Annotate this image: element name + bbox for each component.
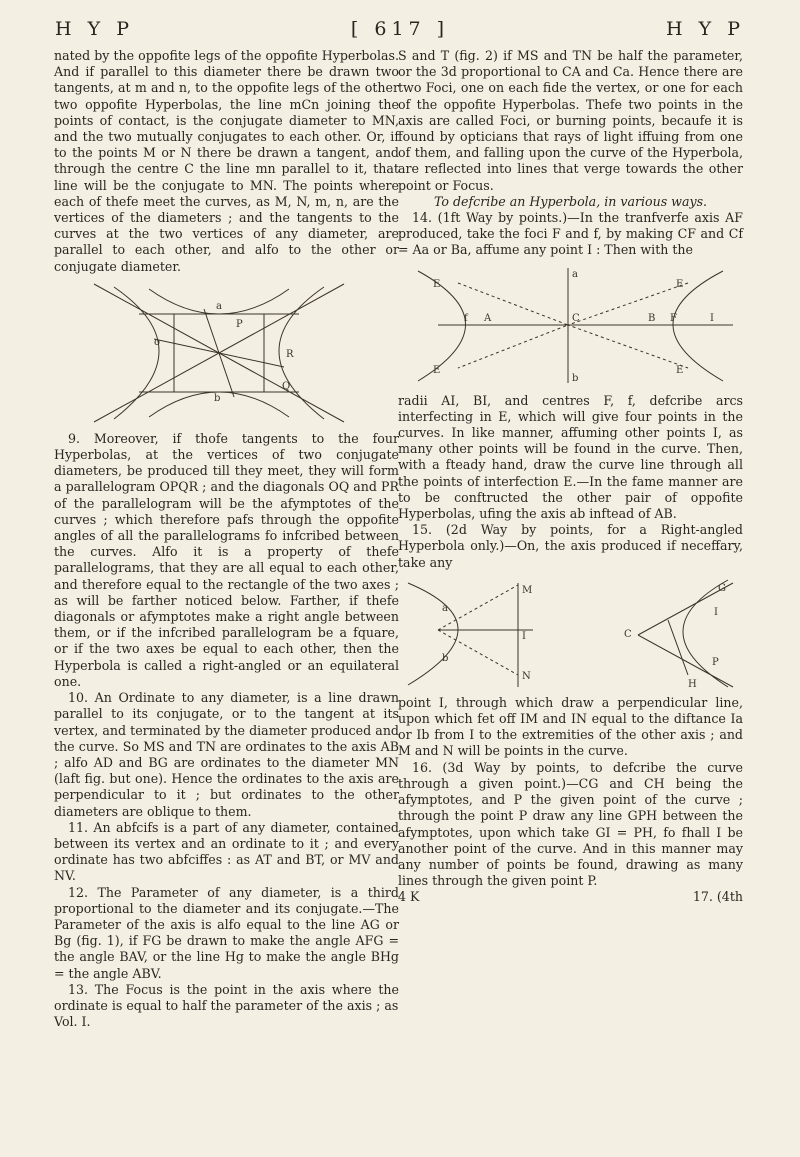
- paragraph-14: 14. (1ft Way by points.)—In the tranfverfe axis AF produced, take the foci F and f, by making CF and Cf = Aa or Ba, affume any point I : Then with the: [398, 210, 743, 258]
- fig2-label-c: C: [572, 312, 580, 324]
- fig2-label-f1: f: [464, 312, 468, 324]
- fig3-label-m: M: [522, 584, 533, 596]
- fig1-label-b: b: [214, 392, 221, 404]
- running-header: [55, 14, 745, 44]
- fig2-label-i: I: [710, 312, 714, 324]
- fig3-label-n: N: [522, 670, 531, 682]
- right-footer: [398, 889, 743, 905]
- paragraph-11: 11. An abfcifs is a part of any diameter, contained between its vertex and an ordinate to it ; and every ordinate has two abfciffes : as AT and BT, or MV and NV.: [54, 819, 399, 884]
- paragraph-15: 15. (2d Way by points, for a Right-angled Hyperbola only.)—On, the axis produced if neceffary, take any: [398, 522, 743, 570]
- fig3-label-a: a: [442, 602, 448, 614]
- figure-conjugate-hyperbolas: [54, 279, 399, 427]
- fig1-label-p: P: [236, 318, 243, 330]
- paragraph-14-cont: radii AI, BI, and centres F, f, defcribe arcs interfecting in E, which will give four points in the curves. In like manner, affuming other points I, as many other points will be found in the curve. Then, with a fteady hand, draw the curve line through all the points of interfection E.—In the fame manner are to be conftructed the other pair of oppofite Hyperbolas, ufing the axis ab inftead of AB.: [398, 392, 743, 522]
- paragraph-16: 16. (3d Way by points, to defcribe the curve through a given point.)—CG and CH being the afymptotes, and P the given point of the curve ; through the point P draw any line GPH between the afymptotes, upon which take GI = PH, fo fhall I be another point of the curve. And in this manner may any number of points be found, drawing as many lines through the given point P.: [398, 759, 743, 889]
- left-footer: [54, 1014, 399, 1030]
- fig1-label-r: R: [286, 348, 294, 360]
- left-column: [54, 48, 399, 1030]
- fig2-label-b2: b: [572, 372, 579, 384]
- signature-mark: 4 K: [398, 889, 420, 905]
- paragraph-8-end: nated by the oppofite legs of the oppofite Hyperbolas. And if parallel to this diameter there be drawn two tangents, at m and n, to the oppofite legs of the other two oppofite Hyperbolas, the line mCn joining the points of contact, is the conjugate diameter to MN, and the two mutually conjugates to each other. Or, if to the points M or N there be drawn a tangent, and through the centre C the line mn parallel to it, that line will be the conjugate to MN. The points where each of thefe meet the curves, as M, N, m, n, are the vertices of the diameters ; and the tangents to the curves at the two vertices of any diameter, are parallel to each other, and alfo to the other or conjugate diameter.: [54, 48, 399, 274]
- figure-right-angled-hyperbola: [398, 575, 743, 691]
- volume-mark: Vol. I.: [54, 1014, 91, 1030]
- section-heading: To defcribe an Hyperbola, in various ways.: [433, 193, 708, 209]
- fig3-label-p: P: [712, 656, 719, 668]
- right-column: [398, 48, 743, 906]
- fig3-label-h: H: [688, 678, 697, 690]
- fig1-label-q: Q: [282, 380, 291, 392]
- fig1-label-a: a: [216, 300, 222, 312]
- fig3-label-b: b: [442, 652, 449, 664]
- fig2-label-a2: a: [572, 268, 578, 280]
- fig1-label-o: o: [154, 336, 161, 348]
- fig2-label-e3: E: [433, 364, 441, 376]
- fig3-label-c: C: [624, 628, 632, 640]
- paragraph-12: 12. The Parameter of any diameter, is a third proportional to the diameter and its conjugate.—The Parameter of the axis is alfo equal to the line AG or Bg (fig. 1), if FG be drawn to make the angle AFG = the angle BAV, or the line Hg to make the angle BHg = the angle ABV.: [54, 884, 399, 981]
- paragraph-10: 10. An Ordinate to any diameter, is a line drawn parallel to its conjugate, or to the tangent at its vertex, and terminated by the diameter produced and the curve. So MS and TN are ordinates to the axis AB ; alfo AD and BG are ordinates to the diameter MN (laft fig. but one). Hence the ordinates to the axis are perpendicular to it ; but ordinates to the other diameters are oblique to them.: [54, 690, 399, 819]
- fig3-label-l: I: [714, 606, 718, 618]
- fig2-label-e1: E: [433, 278, 441, 290]
- header-left: H Y P: [55, 18, 134, 40]
- paragraph-15-cont: point I, through which draw a perpendicular line, upon which fet off IM and IN equal to the diftance Ia or Ib from I to the extremities of the other axis ; and M and N will be points in the curve.: [398, 694, 743, 759]
- header-right: H Y P: [666, 18, 745, 40]
- page-number: [ 617 ]: [350, 18, 450, 40]
- fig2-label-b: B: [648, 312, 656, 324]
- paragraph-13: 13. The Focus is the point in the axis where the ordinate is equal to half the parameter of the axis ; as: [54, 981, 399, 1013]
- fig3-label-i: I: [522, 630, 526, 642]
- catchword: 17. (4th: [692, 889, 743, 905]
- paragraph-13-cont: S and T (fig. 2) if MS and TN be half the parameter, or the 3d proportional to CA and Ca. Hence there are two Foci, one on each fide the vertex, or one for each of the oppofite Hyperbolas. Thefe two points in the axis are called Foci, or burning points, becaufe it is found by opticians that rays of light iffuing from one of them, and falling upon the curve of the Hyperbola, are reflected into lines that verge towards the other point or Focus.: [398, 48, 743, 193]
- fig2-label-e2: E: [676, 278, 684, 290]
- fig2-label-e4: E: [676, 364, 684, 376]
- fig2-label-a: A: [484, 312, 492, 324]
- fig2-label-f2: F: [670, 312, 677, 324]
- fig3-label-g: G: [718, 582, 726, 594]
- figure-foci-construction: [398, 263, 743, 389]
- paragraph-9: 9. Moreover, if thofe tangents to the four Hyperbolas, at the vertices of two conjugate diameters, be produced till they meet, they will form a parallelogram OPQR ; and the diagonals OQ and PR of the parallelogram will be the afymptotes of the curves ; which therefore pafs through the oppofite angles of all the parallelograms fo infcribed between the curves. Alfo it is a property of thefe parallelograms, that they are all equal to each other, and therefore equal to the rectangle of the two axes ; as will be farther noticed below. Farther, if thefe diagonals or afymptotes make a right angle between them, or if the infcribed parallelogram be a fquare, or if the two axes be equal to each other, then the Hyperbola is called a right-angled or an equilateral one.: [54, 430, 399, 689]
